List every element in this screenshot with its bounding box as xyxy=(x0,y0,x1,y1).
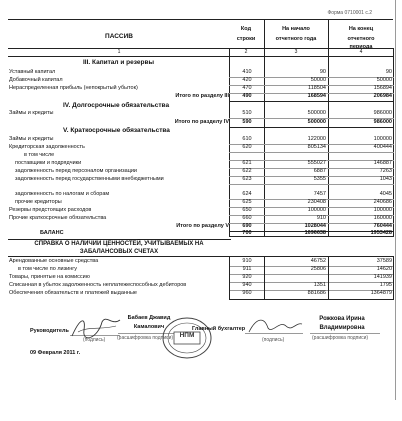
row-label: Нераспределенная прибыль (непокрытый убыток) xyxy=(9,85,138,91)
row-end-value: 986000 xyxy=(373,119,392,125)
row-start-value: 7457 xyxy=(313,191,326,197)
row-label: Арендованные основные средства xyxy=(9,258,99,264)
row-code: 621 xyxy=(242,160,252,166)
row-label: Кредиторская задолженность xyxy=(9,144,85,150)
offbalance-title-1: СПРАВКА О НАЛИЧИИ ЦЕННОСТЕЙ, УЧИТЫВАЕМЫХ НА xyxy=(34,241,204,247)
row-end-value: 1953428 xyxy=(370,230,392,236)
row-label: прочие кредиторы xyxy=(15,199,62,205)
section4-title: IV. Долгосрочные обязательства xyxy=(63,102,170,109)
row-end-value: 1364879 xyxy=(370,290,392,296)
head-label: Руководитель xyxy=(30,328,69,334)
col-divider-code xyxy=(264,20,265,237)
accountant-hint-sign: (подпись) xyxy=(262,337,285,343)
header-start-2: отчетного года xyxy=(275,36,317,42)
row-code: 620 xyxy=(242,144,252,150)
accountant-signature xyxy=(246,314,304,336)
row-label: задолженность перед государственными внебюджетными xyxy=(15,176,164,182)
row-end-value: 100000 xyxy=(373,136,392,142)
row-end-value: 146887 xyxy=(373,160,392,166)
row-end-value: 156894 xyxy=(373,85,392,91)
row-label: Обеспечения обязательств и платежей выданные xyxy=(9,290,137,296)
row-start-value: 118504 xyxy=(308,85,326,91)
total-rule xyxy=(229,101,394,102)
offbalance-frame xyxy=(229,256,394,300)
offbalance-col-divider-1 xyxy=(264,256,265,300)
row-label: Товары, принятые на комиссию xyxy=(9,274,90,280)
row-code: 625 xyxy=(242,199,252,205)
head-name-2: Камалович xyxy=(133,324,165,330)
row-start-value: 46752 xyxy=(310,258,326,264)
row-end-value: 100000 xyxy=(373,207,392,213)
row-label: в том числе xyxy=(24,152,55,158)
header-code-1: Код xyxy=(240,26,252,32)
row-code: 623 xyxy=(242,176,252,182)
colnum-2: 2 xyxy=(244,49,248,55)
row-code: 920 xyxy=(242,274,252,280)
head-hint-sign: (подпись) xyxy=(83,337,106,343)
accountant-name-1: Рожкова Ирина xyxy=(319,316,365,322)
total-rule xyxy=(229,127,394,128)
row-start-value: 1696638 xyxy=(304,230,326,236)
row-label: БАЛАНС xyxy=(40,230,64,236)
row-start-value: 500000 xyxy=(307,119,326,125)
row-label: задолженность по налогам и сборам xyxy=(15,191,110,197)
row-label: Добавочный капитал xyxy=(9,77,63,83)
row-code: 610 xyxy=(242,136,252,142)
row-start-value: 805134 xyxy=(307,144,326,150)
row-start-value: 555027 xyxy=(307,160,326,166)
header-end-3: периода xyxy=(349,45,373,48)
col-divider-start xyxy=(328,20,329,237)
row-label: в том числе по лизингу xyxy=(18,266,77,272)
row-code: 911 xyxy=(242,266,252,272)
row-start-value: 168594 xyxy=(307,93,326,99)
row-start-value: 25806 xyxy=(310,266,326,272)
section5-title: V. Краткосрочные обязательства xyxy=(63,127,170,134)
row-end-value: 1795 xyxy=(379,282,392,288)
row-code: 960 xyxy=(242,290,252,296)
row-end-value: 1043 xyxy=(379,176,392,182)
header-end-1: На конец xyxy=(348,26,374,32)
row-label: Итого по разделу V xyxy=(176,223,229,229)
row-end-value: 90 xyxy=(385,69,392,75)
row-code: 624 xyxy=(242,191,252,197)
header-passiv: ПАССИВ xyxy=(105,33,133,40)
row-start-value: 6887 xyxy=(313,168,326,174)
row-end-value: 986000 xyxy=(373,110,392,116)
row-start-value: 5355 xyxy=(313,176,326,182)
row-end-value: 160000 xyxy=(373,215,392,221)
row-code: 690 xyxy=(242,223,252,229)
row-code: 622 xyxy=(242,168,252,174)
accountant-name-2: Владимировна xyxy=(319,325,365,331)
page-edge-right xyxy=(395,0,396,400)
row-code: 490 xyxy=(242,93,252,99)
colnum-4: 4 xyxy=(359,49,363,55)
row-start-value: 1351 xyxy=(313,282,326,288)
row-code: 910 xyxy=(242,258,252,264)
row-end-value: 4045 xyxy=(379,191,392,197)
row-rule xyxy=(229,184,394,185)
row-end-value: 400444 xyxy=(373,144,392,150)
colnum-1: 1 xyxy=(117,49,121,55)
row-start-value: 50000 xyxy=(310,77,326,83)
row-label: Займы и кредиты xyxy=(9,110,54,116)
row-label: Итого по разделу III xyxy=(175,93,229,99)
offbalance-title-2: ЗАБАЛАНСОВЫХ СЧЕТАХ xyxy=(79,249,159,255)
row-start-value: 910 xyxy=(316,215,326,221)
accountant-name-line xyxy=(310,333,380,334)
row-end-value: 14620 xyxy=(376,266,392,272)
row-code: 510 xyxy=(242,110,252,116)
accountant-hint-name: (расшифровка подписи) xyxy=(312,335,369,341)
row-label: Займы и кредиты xyxy=(9,136,54,142)
header-start-1: На начало xyxy=(282,26,310,32)
stamp-text: НПМ xyxy=(179,332,195,339)
row-label: Итого по разделу IV xyxy=(174,119,229,125)
colnum-3: 3 xyxy=(294,49,298,55)
report-date: 09 Февраля 2011 г. xyxy=(30,350,81,356)
row-start-value: 500000 xyxy=(307,110,326,116)
row-label: Прочие краткосрочные обязательства xyxy=(9,215,107,221)
row-end-value: 7263 xyxy=(379,168,392,174)
row-start-value: 881686 xyxy=(307,290,326,296)
row-end-value: 206984 xyxy=(373,93,392,99)
offbalance-col-divider-2 xyxy=(328,256,329,300)
head-hint-name: (расшифровка подписи) xyxy=(117,335,174,341)
row-code: 940 xyxy=(242,282,252,288)
row-end-value: 240686 xyxy=(373,199,392,205)
section3-title: III. Капитал и резервы xyxy=(83,59,155,66)
row-start-value: 122000 xyxy=(307,136,326,142)
offbalance-top-rule xyxy=(8,239,231,240)
row-code: 660 xyxy=(242,215,252,221)
row-code: 420 xyxy=(242,77,252,83)
row-code: 410 xyxy=(242,69,252,75)
row-start-value: 230408 xyxy=(307,199,326,205)
row-label: поставщики и подрядчики xyxy=(15,160,82,166)
accountant-label: Главный бухгалтер xyxy=(192,326,246,332)
row-code: 650 xyxy=(242,207,252,213)
header-end-2: отчетного xyxy=(347,36,375,42)
row-start-value: 100000 xyxy=(307,207,326,213)
header-top-rule xyxy=(8,19,393,20)
form-code: Форма 0710001 с.2 xyxy=(327,10,372,16)
row-code: 470 xyxy=(242,85,252,91)
header-code-2: строки xyxy=(236,36,256,42)
row-label: Резервы предстоящих расходов xyxy=(9,207,92,213)
row-end-value: 37589 xyxy=(376,258,392,264)
row-end-value: 760444 xyxy=(373,223,392,229)
row-end-value: 50000 xyxy=(376,77,392,83)
row-start-value: 1028044 xyxy=(304,223,326,229)
head-name-1: Бабаев Джавид xyxy=(127,315,171,321)
row-code: 700 xyxy=(242,230,252,236)
row-start-value: 90 xyxy=(319,69,326,75)
row-label: Уставный капитал xyxy=(9,69,56,75)
row-label: задолженность перед персоналом организации xyxy=(15,168,137,174)
row-label: Списанная в убыток задолженность неплатежеспособных дебиторов xyxy=(9,282,187,288)
row-rule xyxy=(229,152,394,153)
row-end-value: 141939 xyxy=(373,274,392,280)
row-code: 590 xyxy=(242,119,252,125)
